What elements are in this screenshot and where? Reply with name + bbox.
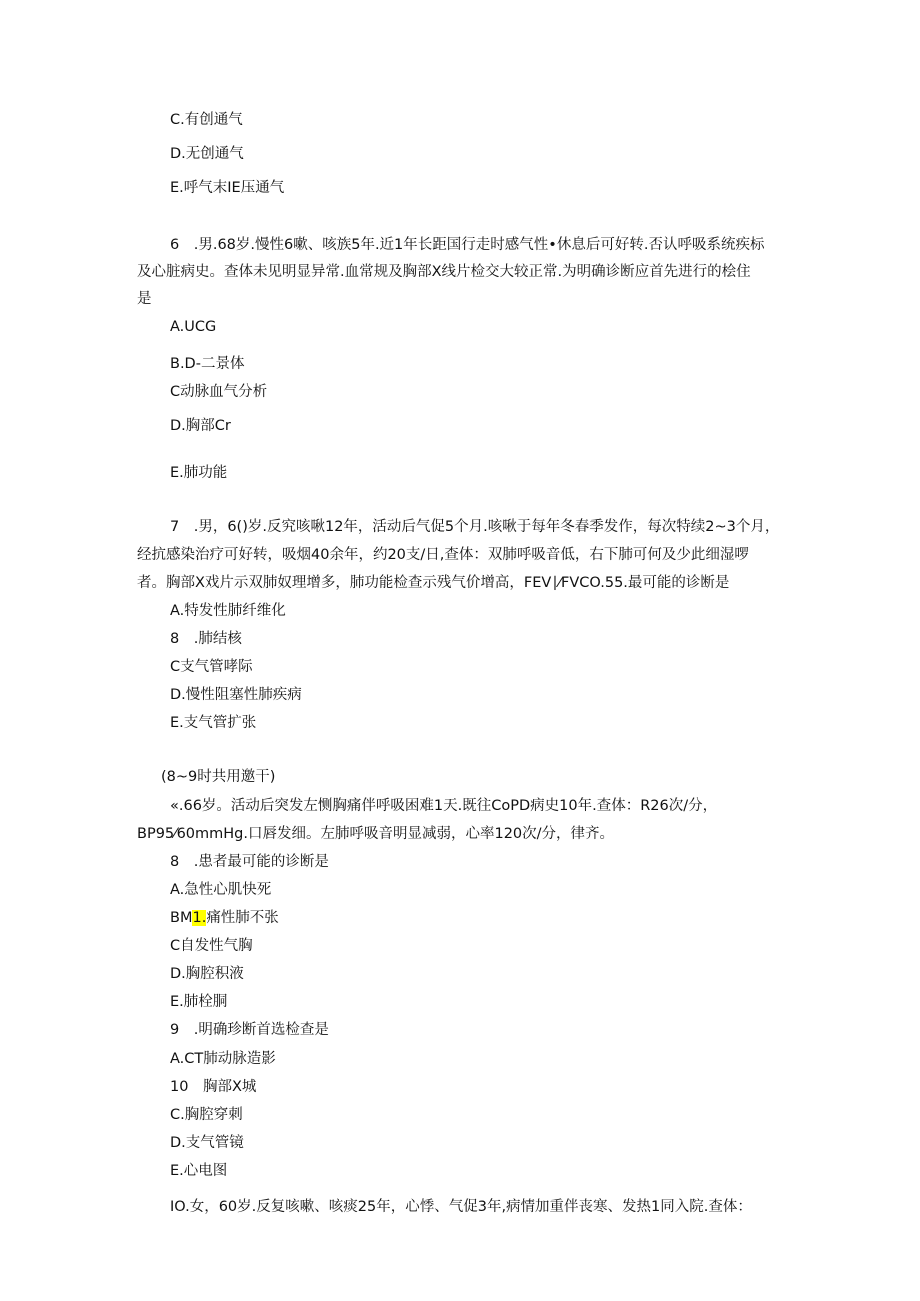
q9-option-a: A.CT肺动脉造影 bbox=[170, 1051, 276, 1067]
q8-stem: 8 .患者最可能的诊断是 bbox=[170, 854, 329, 870]
q6-stem-line-1: 6 .男.68岁.慢性6嗽、咳族5年.近1年长距国行走时感气性•休息后可好转.否认呼吸系统疾标 bbox=[170, 237, 765, 253]
q6-stem-line-3: 是 bbox=[137, 291, 152, 307]
q9-option-b: 10 胸部X城 bbox=[170, 1079, 257, 1095]
q6-option-d: D.胸部Cr bbox=[170, 418, 231, 434]
q7-option-e: E.支气管扩张 bbox=[170, 715, 257, 731]
q6-option-b: B.D-二景体 bbox=[170, 356, 245, 372]
q8-option-a: A.急性心肌快死 bbox=[170, 882, 272, 898]
q8-option-c: C自发性气胸 bbox=[170, 938, 253, 954]
q8-option-e: E.肺栓胴 bbox=[170, 994, 228, 1010]
q6-option-c: C动脉血气分析 bbox=[170, 384, 268, 400]
q8-option-b-rest: 痛性肺不张 bbox=[206, 910, 279, 926]
q5-option-e: E.呼气末IE压通气 bbox=[170, 180, 285, 196]
q9-option-e: E.心电图 bbox=[170, 1163, 228, 1179]
q6-stem-line-2: 及心脏病史。查体未见明显异常.血常规及胸部X线片检交大较正常.为明确诊断应首先进行的桧住 bbox=[137, 264, 751, 280]
q5-option-d: D.无创通气 bbox=[170, 146, 244, 162]
q9-option-d: D.支气管镜 bbox=[170, 1135, 244, 1151]
q8-option-b-prefix: BM bbox=[170, 910, 193, 926]
q7-option-b: 8 .肺结核 bbox=[170, 631, 242, 647]
shared-stem-line-2: BP95⁄60mmHg.口唇发细。左肺呼吸音明显减弱，心率120次/分，律齐。 bbox=[137, 826, 615, 842]
q6-option-a: A.UCG bbox=[170, 319, 217, 335]
q7-stem-line-1: 7 .男，6()岁.反究咳啾12年，活动后气促5个月.咳啾于每年冬春季发作，每次特续2~3个月， bbox=[170, 519, 780, 535]
q6-option-e: E.肺功能 bbox=[170, 465, 228, 481]
q8-option-b-highlight: 1. bbox=[192, 910, 207, 926]
q7-stem-line-3: 者。胸部X戏片示双肺奴理增多，肺功能检查示残气价增高，FEV∣⁄FVCO.55.最可能的诊断是 bbox=[137, 575, 730, 591]
q9-option-c: C.胸腔穿刺 bbox=[170, 1107, 243, 1123]
q7-option-c: C支气管哮际 bbox=[170, 659, 253, 675]
q5-option-c: C.有创通气 bbox=[170, 112, 243, 128]
q9-stem: 9 .明确珍断首选检查是 bbox=[170, 1022, 329, 1038]
q7-option-a: A.特发性肺纤维化 bbox=[170, 603, 286, 619]
q8-option-d: D.胸腔积液 bbox=[170, 966, 244, 982]
q8-option-b bbox=[170, 908, 279, 928]
q10-stem-line-1: IO.女，60岁.反复咳嗽、咳痰25年，心悸、气促3年,病情加重伴丧寒、发热1同入院.查体： bbox=[170, 1199, 752, 1215]
shared-stem-header: (8~9时共用邀干) bbox=[161, 769, 276, 785]
shared-stem-line-1: «.66岁。活动后突发左恻胸痛伴呼吸困难1天.既往CoPD病史10年.查体：R26次/分， bbox=[170, 798, 718, 814]
q7-option-d: D.慢性阻塞性肺疾病 bbox=[170, 687, 302, 703]
q7-stem-line-2: 经抗感染治疗可好转，吸烟40余年，约20支/日,查体：双肺呼吸音低，右下肺可何及少此细湿啰 bbox=[137, 547, 749, 563]
